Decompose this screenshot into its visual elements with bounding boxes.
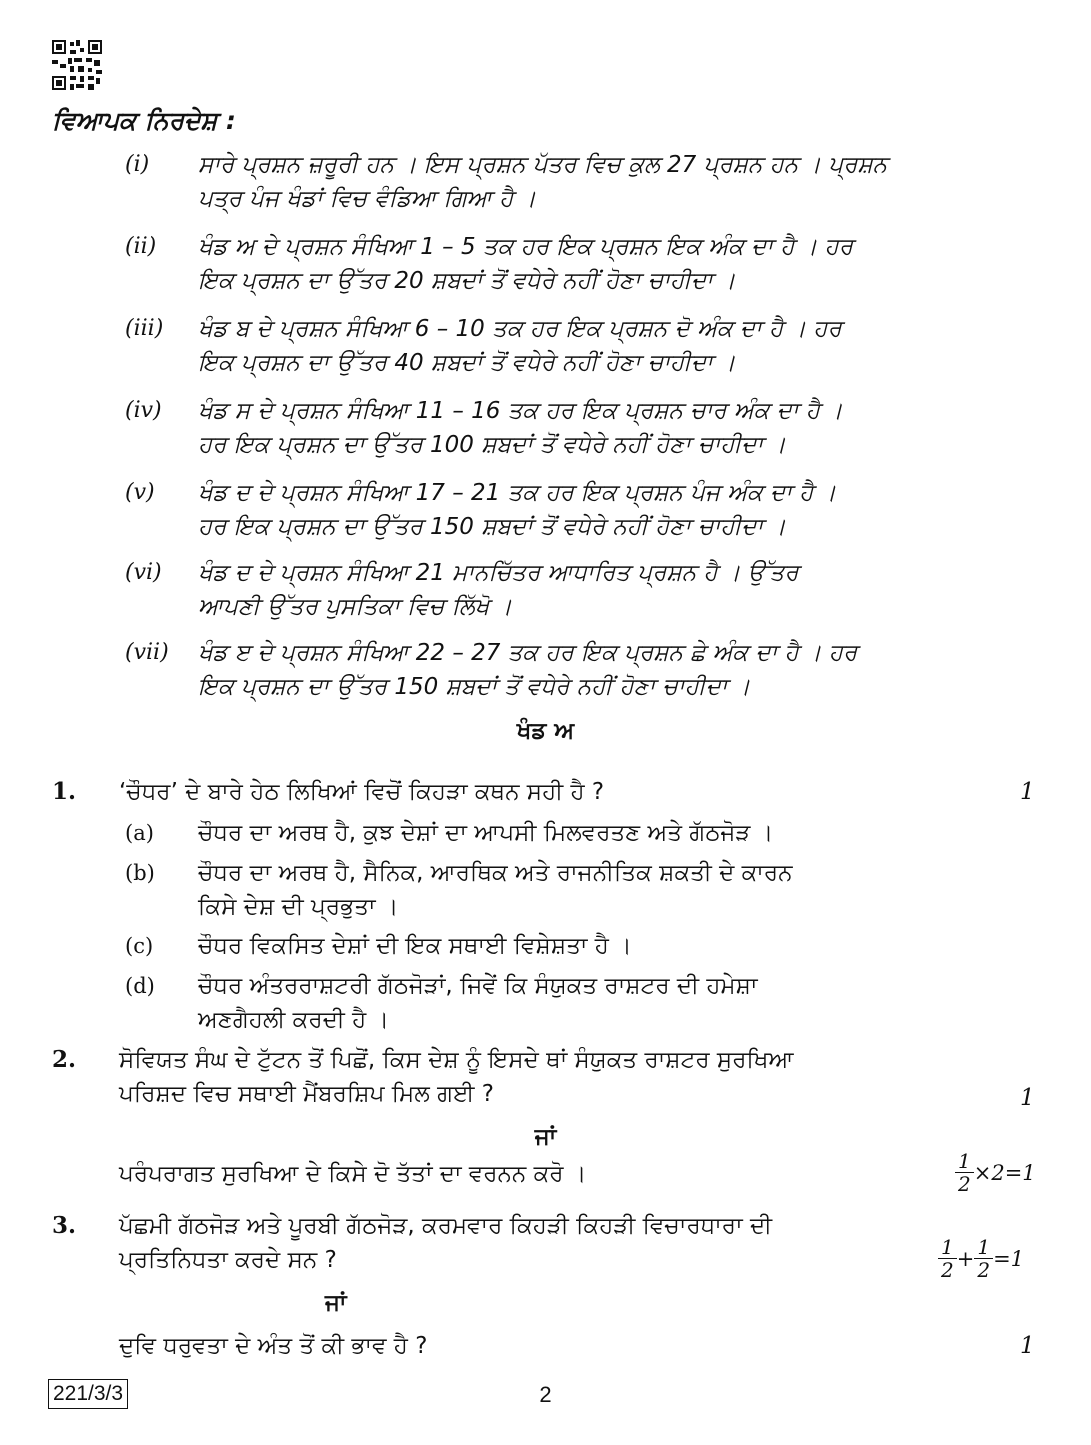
option-b [125,856,980,924]
question-marks: 1 [1020,1333,1035,1359]
instruction-number: (v) [125,480,155,505]
marks-remainder: =1 [993,1246,1025,1271]
option-label: (a) [125,821,154,845]
section-title: ਖੰਡ ਅ [516,718,575,744]
instruction-line: ਪਤ੍ਰ ਪੰਜ ਖੰਡਾਂ ਵਿਚ ਵੰਡਿਆ ਗਿਆ ਹੈ । [198,186,537,212]
instruction-item [125,556,995,624]
instruction-number: (i) [125,152,150,177]
fraction-denominator: 2 [941,1258,954,1282]
instruction-line: ਖੰਡ ਬ ਦੇ ਪ੍ਰਸ਼ਨ ਸੰਖਿਆ 6 – 10 ਤਕ ਹਰ ਇਕ ਪ੍ਰਸ਼ਨ ਦੋ ਅੰਕ ਦਾ ਹੈ । ਹਰ [198,316,842,342]
instruction-item [125,148,995,216]
option-label: (b) [125,861,155,885]
question-number: 1. [52,778,77,805]
fraction-numerator: 1 [974,1236,993,1259]
paper-code: 221/3/3 [48,1379,128,1409]
question-3 [52,1209,982,1277]
instruction-number: (ii) [125,234,157,259]
instruction-item [125,230,995,298]
instruction-line: ਹਰ ਇਕ ਪ੍ਰਸ਼ਨ ਦਾ ਉੱਤਰ 100 ਸ਼ਬਦਾਂ ਤੋਂ ਵਧੇਰੇ ਨਹੀਂ ਹੋਣਾ ਚਾਹੀਦਾ । [198,432,786,458]
question-2-alternative [52,1157,982,1191]
instruction-line: ਖੰਡ ਸ ਦੇ ਪ੍ਰਸ਼ਨ ਸੰਖਿਆ 11 – 16 ਤਕ ਹਰ ਇਕ ਪ੍ਰਸ਼ਨ ਚਾਰ ਅੰਕ ਦਾ ਹੈ । [198,398,843,424]
fraction-marks [938,1236,1024,1281]
question-1 [52,775,982,809]
instruction-number: (vi) [125,560,162,585]
instruction-line: ਖੰਡ ਅ ਦੇ ਪ੍ਰਸ਼ਨ ਸੰਖਿਆ 1 – 5 ਤਕ ਹਰ ਇਕ ਪ੍ਰਸ਼ਨ ਇਕ ਅੰਕ ਦਾ ਹੈ । ਹਰ [198,234,853,260]
fraction-numerator: 1 [955,1150,974,1173]
option-text: ਚੌਧਰ ਦਾ ਅਰਥ ਹੈ, ਕੁਝ ਦੇਸ਼ਾਂ ਦਾ ਆਪਸੀ ਮਿਲਵਰਤਣ ਅਤੇ ਗੱਠਜੋੜ । [198,820,774,846]
question-number: 3. [52,1212,77,1239]
question-text: ਸੋਵਿਯਤ ਸੰਘ ਦੇ ਟੁੱਟਨ ਤੋਂ ਪਿਛੋਂ, ਕਿਸ ਦੇਸ਼ ਨੂੰ ਇਸਦੇ ਥਾਂ ਸੰਯੁਕਤ ਰਾਸ਼ਟਰ ਸੁਰਖਿਆ [119,1047,794,1073]
question-marks: 1 [1020,779,1035,805]
instruction-item [125,312,995,380]
instruction-line: ਖੰਡ ੲ ਦੇ ਪ੍ਰਸ਼ਨ ਸੰਖਿਆ 22 – 27 ਤਕ ਹਰ ਇਕ ਪ੍ਰਸ਼ਨ ਛੇ ਅੰਕ ਦਾ ਹੈ । ਹਰ [198,640,858,666]
instruction-line: ਇਕ ਪ੍ਰਸ਼ਨ ਦਾ ਉੱਤਰ 150 ਸ਼ਬਦਾਂ ਤੋਂ ਵਧੇਰੇ ਨਹੀਂ ਹੋਣਾ ਚਾਹੀਦਾ । [198,674,751,700]
marks-remainder: ×2=1 [973,1160,1036,1185]
question-text: ‘ਚੌਧਰ’ ਦੇ ਬਾਰੇ ਹੇਠ ਲਿਖਿਆਂ ਵਿਚੋਂ ਕਿਹੜਾ ਕਥਨ ਸਹੀ ਹੈ ? [119,779,605,805]
instructions-heading: ਵਿਆਪਕ ਨਿਰਦੇਸ਼ : [52,106,236,135]
option-text: ਅਣਗੈਹਲੀ ਕਰਦੀ ਹੈ । [198,1007,390,1033]
instruction-number: (iv) [125,398,162,423]
plus-sign: + [956,1246,975,1271]
instruction-item [125,636,995,704]
question-text: ਪਰੰਪਰਾਗਤ ਸੁਰਖਿਆ ਦੇ ਕਿਸੇ ਦੋ ਤੱਤਾਂ ਦਾ ਵਰਨਨ ਕਰੋ । [119,1161,587,1187]
question-text: ਦੁਵਿ ਧਰੁਵਤਾ ਦੇ ਅੰਤ ਤੋਂ ਕੀ ਭਾਵ ਹੈ ? [119,1333,428,1359]
option-a [125,816,980,850]
instruction-item [125,394,995,462]
option-text: ਚੌਧਰ ਵਿਕਸਿਤ ਦੇਸ਼ਾਂ ਦੀ ਇਕ ਸਥਾਈ ਵਿਸ਼ੇਸ਼ਤਾ ਹੈ । [198,933,632,959]
question-text: ਪ੍ਰਤਿਨਿਧਤਾ ਕਰਦੇ ਸਨ ? [119,1247,337,1273]
fraction-marks [955,1150,1036,1195]
qr-code [52,40,102,90]
fraction-denominator: 2 [958,1172,971,1196]
or-label: ਜਾਂ [534,1124,557,1150]
or-label: ਜਾਂ [325,1290,347,1316]
option-d [125,969,980,1037]
instruction-item [125,476,995,544]
option-text: ਚੌਧਰ ਅੰਤਰਰਾਸ਼ਟਰੀ ਗੱਠਜੋੜਾਂ, ਜਿਵੇਂ ਕਿ ਸੰਯੁਕਤ ਰਾਸ਼ਟਰ ਦੀ ਹਮੇਸ਼ਾ [198,973,758,999]
fraction-denominator: 2 [977,1258,991,1282]
instruction-line: ਖੰਡ ਦ ਦੇ ਪ੍ਰਸ਼ਨ ਸੰਖਿਆ 21 ਮਾਨਚਿੱਤਰ ਆਧਾਰਿਤ ਪ੍ਰਸ਼ਨ ਹੈ । ਉੱਤਰ [198,560,799,586]
option-c [125,929,980,963]
question-text: ਪੱਛਮੀ ਗੱਠਜੋੜ ਅਤੇ ਪੂਰਬੀ ਗੱਠਜੋੜ, ਕਰਮਵਾਰ ਕਿਹੜੀ ਕਿਹੜੀ ਵਿਚਾਰਧਾਰਾ ਦੀ [119,1213,773,1239]
instruction-line: ਹਰ ਇਕ ਪ੍ਰਸ਼ਨ ਦਾ ਉੱਤਰ 150 ਸ਼ਬਦਾਂ ਤੋਂ ਵਧੇਰੇ ਨਹੀਂ ਹੋਣਾ ਚਾਹੀਦਾ । [198,514,786,540]
question-number: 2. [52,1046,77,1073]
option-text: ਕਿਸੇ ਦੇਸ਼ ਦੀ ਪ੍ਰਭੁਤਾ । [198,894,399,920]
instruction-line: ਇਕ ਪ੍ਰਸ਼ਨ ਦਾ ਉੱਤਰ 20 ਸ਼ਬਦਾਂ ਤੋਂ ਵਧੇਰੇ ਨਹੀਂ ਹੋਣਾ ਚਾਹੀਦਾ । [198,268,736,294]
instruction-line: ਖੰਡ ਦ ਦੇ ਪ੍ਰਸ਼ਨ ਸੰਖਿਆ 17 – 21 ਤਕ ਹਰ ਇਕ ਪ੍ਰਸ਼ਨ ਪੰਜ ਅੰਕ ਦਾ ਹੈ । [198,480,837,506]
fraction-numerator: 1 [938,1236,957,1259]
question-3-alternative [52,1329,982,1363]
question-2 [52,1043,982,1111]
option-label: (c) [125,934,154,958]
instruction-line: ਇਕ ਪ੍ਰਸ਼ਨ ਦਾ ਉੱਤਰ 40 ਸ਼ਬਦਾਂ ਤੋਂ ਵਧੇਰੇ ਨਹੀਂ ਹੋਣਾ ਚਾਹੀਦਾ । [198,350,736,376]
option-text: ਚੌਧਰ ਦਾ ਅਰਥ ਹੈ, ਸੈਨਿਕ, ਆਰਥਿਕ ਅਤੇ ਰਾਜਨੀਤਿਕ ਸ਼ਕਤੀ ਦੇ ਕਾਰਨ [198,860,793,886]
instruction-line: ਸਾਰੇ ਪ੍ਰਸ਼ਨ ਜ਼ਰੂਰੀ ਹਨ । ਇਸ ਪ੍ਰਸ਼ਨ ਪੱਤਰ ਵਿਚ ਕੁਲ 27 ਪ੍ਰਸ਼ਨ ਹਨ । ਪ੍ਰਸ਼ਨ [198,152,888,178]
instruction-number: (iii) [125,316,164,341]
instruction-line: ਆਪਣੀ ਉੱਤਰ ਪੁਸਤਿਕਾ ਵਿਚ ਲਿੱਖੋ । [198,594,513,620]
option-label: (d) [125,974,155,998]
instruction-number: (vii) [125,640,169,665]
question-text: ਪਰਿਸ਼ਦ ਵਿਚ ਸਥਾਈ ਮੈਂਬਰਸ਼ਿਪ ਮਿਲ ਗਈ ? [119,1081,494,1107]
question-marks: 1 [1020,1085,1035,1111]
page-number: 2 [539,1382,552,1407]
